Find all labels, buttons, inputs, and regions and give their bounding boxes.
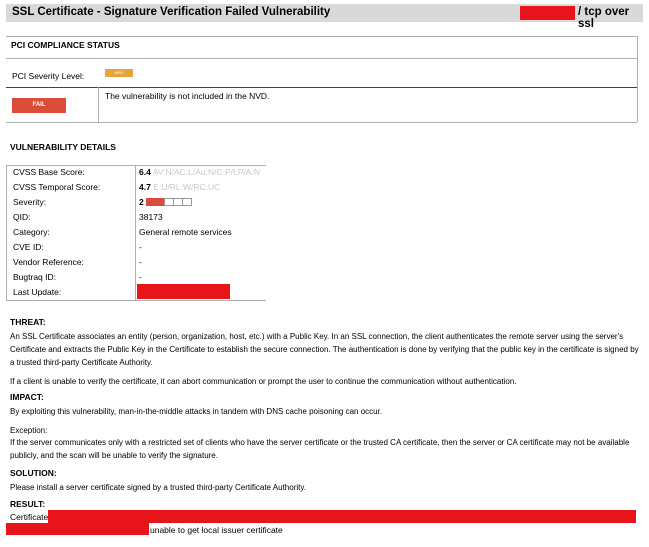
pci-right-border (637, 36, 638, 122)
threat-paragraph-1: An SSL Certificate associates an entity (person, organization, host, etc.) with a Public Key. In an SSL connection, the client authenticates the remote server using the server's Certificate and extracts the Public Key in the Certificate to establish the secure connection. The authentication is done by verifying that the public key in the certificate is signed by a trusted third-party Certificate Authority. (10, 332, 639, 367)
bugtraq-id-label: Bugtraq ID: (13, 272, 56, 282)
vendor-reference-value: - (139, 257, 142, 267)
bugtraq-id-value: - (139, 272, 142, 282)
cve-id-value: - (139, 242, 142, 252)
details-grid-middle (135, 165, 136, 300)
result-certificate-error: unable to get local issuer certificate (150, 525, 283, 535)
cvss-base-vector: AV:N/AC:L/Au:N/C:P/I:P/A:N (152, 167, 260, 177)
severity-meter (146, 198, 191, 206)
threat-paragraph-2: If a client is unable to verify the certificate, it can abort communication or prompt the user to continue the communication without authentication. (10, 377, 517, 386)
port-protocol: / tcp over ssl (578, 6, 630, 30)
impact-exception-label: Exception: (10, 426, 48, 435)
severity-value: 2 (139, 197, 144, 207)
threat-heading: THREAT: (10, 317, 46, 327)
vendor-reference-label: Vendor Reference: (13, 257, 84, 267)
pci-fail-badge: FAIL (12, 98, 66, 113)
redacted-certificate-line-2 (6, 523, 149, 535)
result-certificate-label: Certificate (10, 512, 49, 522)
redacted-last-update (137, 284, 230, 299)
cvss-temporal-vector: E:U/RL:W/RC:UC (153, 182, 221, 192)
category-label: Category: (13, 227, 50, 237)
pci-top-border (6, 36, 637, 37)
pci-note: The vulnerability is not included in the NVD. (105, 91, 270, 101)
pci-divider (6, 58, 637, 59)
solution-paragraph: Please install a server certificate signed by a trusted third-party Certificate Authority. (10, 483, 306, 492)
cvss-base-label: CVSS Base Score: (13, 167, 85, 177)
details-heading: VULNERABILITY DETAILS (10, 142, 116, 152)
severity-cell-empty (182, 198, 192, 206)
last-update-label: Last Update: (13, 287, 62, 297)
title-bar (6, 4, 643, 30)
pci-divider-2 (6, 87, 637, 88)
cvss-temporal-label: CVSS Temporal Score: (13, 182, 101, 192)
cvss-base-score: 6.4 (139, 167, 151, 177)
cvss-base-value (139, 167, 260, 177)
qid-label: QID: (13, 212, 31, 222)
category-value: General remote services (139, 227, 232, 237)
redacted-host (520, 6, 575, 20)
solution-heading: SOLUTION: (10, 468, 57, 478)
impact-paragraph-1: By exploiting this vulnerability, man-in-the-middle attacks in tandem with DNS cache poisoning can occur. (10, 407, 383, 416)
result-heading: RESULT: (10, 499, 46, 509)
cvss-temporal-value (139, 182, 220, 192)
qid-value: 38173 (139, 212, 163, 222)
pci-bottom-border (6, 122, 637, 123)
severity-label: Severity: (13, 197, 47, 207)
pci-severity-label: PCI Severity Level: (12, 71, 85, 81)
impact-heading: IMPACT: (10, 392, 44, 402)
pci-heading: PCI COMPLIANCE STATUS (11, 40, 120, 50)
redacted-certificate-line-1 (48, 510, 636, 523)
cve-id-label: CVE ID: (13, 242, 44, 252)
vulnerability-title: SSL Certificate - Signature Verification Failed Vulnerability (12, 6, 331, 18)
details-grid-top (6, 165, 266, 166)
details-grid-bottom (6, 300, 266, 301)
details-grid-left (6, 165, 7, 300)
cvss-temporal-score: 4.7 (139, 182, 151, 192)
pci-column-divider (98, 87, 99, 122)
pci-severity-badge: MED (105, 69, 133, 77)
impact-paragraph-2: If the server communicates only with a restricted set of clients who have the server certificate or the trusted CA certificate, then the server or CA certificate may not be available publicly, and the scan will be unable to verify the signature. (10, 438, 630, 460)
